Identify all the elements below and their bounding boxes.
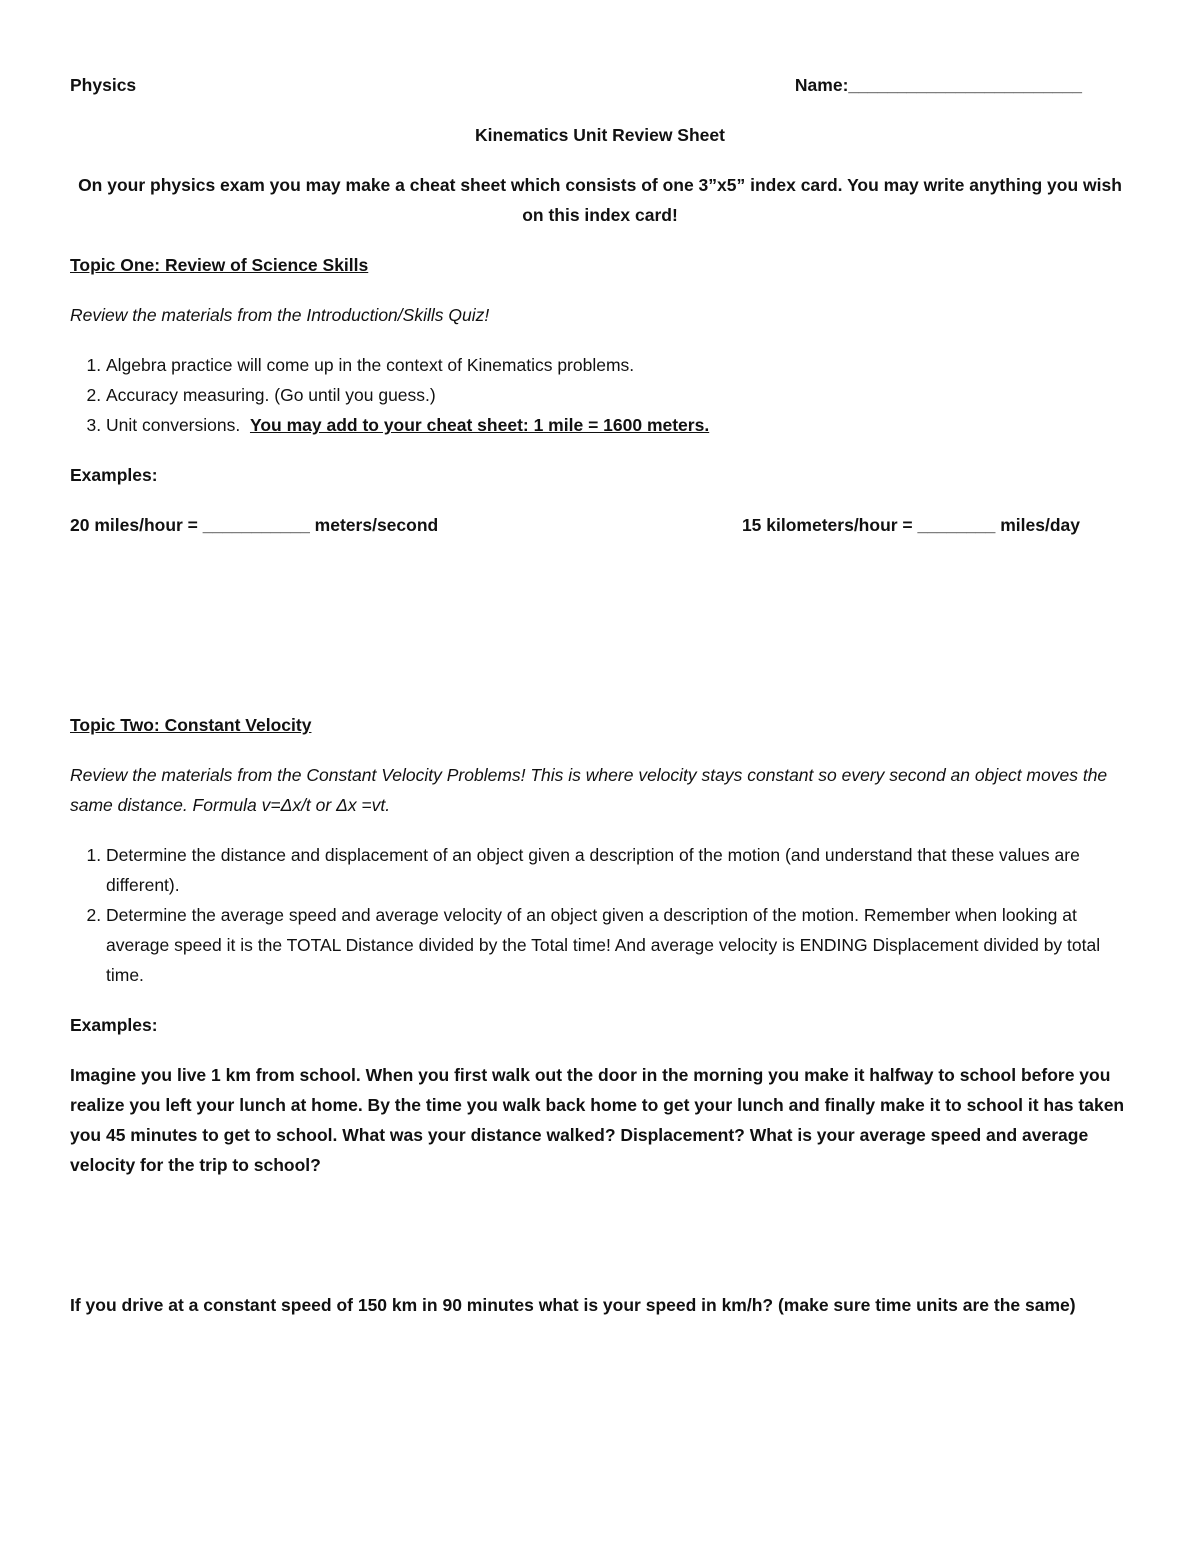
- document-page: [70, 70, 1130, 1320]
- list-item: [106, 350, 1130, 380]
- topic-two-list: [70, 840, 1130, 990]
- list-item: [106, 380, 1130, 410]
- topic-one-list: [70, 350, 1130, 440]
- example-kilometers-per-hour: 15 kilometers/hour = ________ miles/day: [741, 515, 1080, 535]
- list-item-text: Determine the distance and displacement of an object given a description of the motion (and understand that these values are different).: [106, 845, 1080, 895]
- header: [70, 70, 1130, 100]
- list-item: [106, 840, 1130, 900]
- problem-drive-speed: If you drive at a constant speed of 150 km in 90 minutes what is your speed in km/h? (make sure time units are the same): [70, 1295, 1076, 1315]
- topic-one-examples-label: Examples:: [70, 465, 158, 485]
- conversion-examples: [70, 510, 1130, 540]
- list-item: [106, 410, 1130, 440]
- list-item-text: Unit conversions.: [106, 415, 241, 435]
- intro-paragraph: On your physics exam you may make a cheat sheet which consists of one 3”x5” index card. You may write anything you wish on this index card!: [78, 175, 1122, 225]
- document-title: Kinematics Unit Review Sheet: [475, 125, 725, 145]
- problem-walk-to-school: Imagine you live 1 km from school. When you first walk out the door in the morning you make it halfway to school before you realize you left your lunch at home. By the time you walk back home to get your lunch and finally make it to school it has taken you 45 minutes to get to school. What was your distance walked? Displacement? What is your average speed and average velocity for the trip to school?: [70, 1065, 1125, 1175]
- example-miles-per-hour: 20 miles/hour = ___________ meters/second: [70, 515, 439, 535]
- list-item: [106, 900, 1130, 990]
- topic-two-examples-label: Examples:: [70, 1015, 158, 1035]
- list-item-text: Accuracy measuring. (Go until you guess.): [106, 385, 436, 405]
- list-item-text: Determine the average speed and average velocity of an object given a description of the motion. Remember when looking at average speed it is the TOTAL Distance divided by the Total time! And average velocity is ENDING Displacement divided by total time.: [106, 905, 1101, 985]
- topic-one-heading: Topic One: Review of Science Skills: [70, 255, 369, 275]
- list-item-text: Algebra practice will come up in the context of Kinematics problems.: [106, 355, 635, 375]
- name-field-label: Name:________________________: [794, 75, 1082, 95]
- subject-label: Physics: [70, 75, 137, 95]
- topic-two-heading: Topic Two: Constant Velocity: [70, 715, 312, 735]
- topic-one-note: Review the materials from the Introduction/Skills Quiz!: [70, 305, 490, 325]
- topic-two-note: Review the materials from the Constant Velocity Problems! This is where velocity stays constant so every second an object moves the same distance. Formula v=Δx/t or Δx =vt.: [70, 765, 1108, 815]
- cheat-sheet-note: You may add to your cheat sheet: 1 mile = 1600 meters.: [249, 415, 710, 435]
